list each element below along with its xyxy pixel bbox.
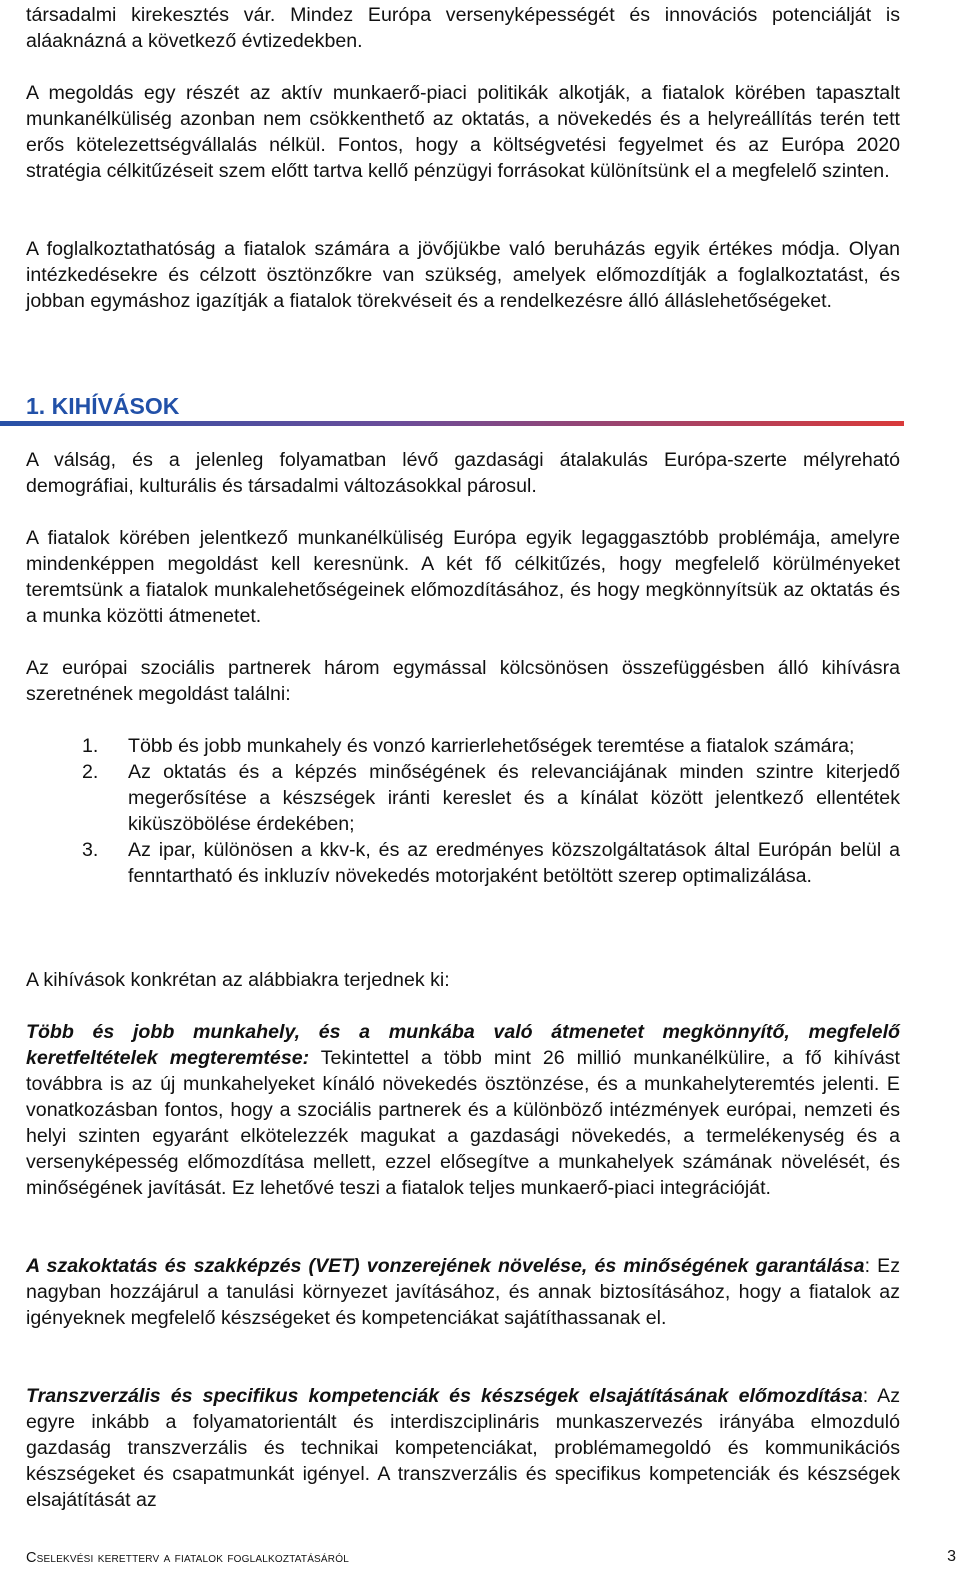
page-number: 3 <box>947 1548 956 1565</box>
list-item-number: 2. <box>82 761 99 783</box>
section-number: 1. <box>26 393 46 419</box>
challenge-competences <box>26 1383 900 1513</box>
paragraph-unemployment: A fiatalok körében jelentkező munkanélküliség Európa egyik legaggasztóbb problémája, amelyre mindenképpen megoldást kell keresnünk. A két fő célkitűzés, hogy megfelelő körülményeket teremtsünk a fiatalok munkalehetőségeinek előmozdításához, és hogy megkönnyítsük az oktatás és a munka közötti átmenetet. <box>26 527 900 627</box>
footer-title: Cselekvési keretterv a fiatalok foglalkoztatásáról <box>26 1550 349 1566</box>
section-divider <box>0 421 904 426</box>
paragraph-social-partners: Az európai szociális partnerek három egymással kölcsönösen összefüggésben álló kihívásra szeretnének megoldást találni: <box>26 657 900 705</box>
challenges-numbered-list <box>26 733 900 889</box>
challenge-vet <box>26 1253 900 1331</box>
challenge-jobs <box>26 1019 900 1201</box>
list-item <box>26 837 900 889</box>
list-item <box>26 759 900 837</box>
challenge-competences-title: Transzverzális és specifikus kompetenciák és készségek elsajátításának előmozdítása <box>26 1385 863 1407</box>
challenge-vet-text: : Ez nagyban hozzájárul a tanulási környezet javításához, és annak biztosításához, hogy a fiatalok az igényeknek megfelelő készségeket és kompetenciákat sajátíthassanak el. <box>26 1255 901 1329</box>
list-item-text: Több és jobb munkahely és vonzó karrierlehetőségek teremtése a fiatalok számára; <box>128 735 855 757</box>
paragraph-employability: A foglalkoztathatóság a fiatalok számára a jövőjükbe való beruházás egyik értékes módja. Olyan intézkedésekre és célzott ösztönzőkre van szükség, amelyek előmozdítják a foglalkoztatást, és jobban egymáshoz igazítják a fiatalok törekvéseit és a rendelkezésre álló álláslehetőségeket. <box>26 238 900 312</box>
list-item-text: Az ipar, különösen a kkv-k, és az eredményes közszolgáltatások által Európán belül a fenntartható és inkluzív növekedés motorjaként betöltött szerep optimalizálása. <box>128 839 900 887</box>
paragraph-crisis: A válság, és a jelenleg folyamatban lévő gazdasági átalakulás Európa-szerte mélyreható demográfiai, kulturális és társadalmi változásokkal párosul. <box>26 449 900 497</box>
challenge-competences-text: : Az egyre inkább a folyamatorientált és interdiszciplináris munkaszervezés irányába elmozduló gazdaság transzverzális és technikai kompetenciákat, problémamegoldó és kommunikációs készségeket és csapatmunkát igényel. A transzverzális és specifikus kompetenciák és készségek elsajátítását az <box>26 1385 900 1511</box>
section-title: KIHÍVÁSOK <box>51 393 180 419</box>
list-item-text: Az oktatás és a képzés minőségének és relevanciájának minden szintre kiterjedő megerősítése a készségek iránti kereslet és a kínálat között jelentkező ellentétek kiküszöbölése érdekében; <box>128 761 900 835</box>
page-footer <box>26 1548 956 1568</box>
paragraph-solution: A megoldás egy részét az aktív munkaerő-piaci politikák alkotják, a fiatalok körében tapasztalt munkanélküliség azonban nem csökkenthető az oktatás, a növekedés és a helyreállítás terén tett erős kötelezettségvállalás nélkül. Fontos, hogy a költségvetési fegyelmet és az Európa 2020 stratégia célkitűzéseit szem előtt tartva kellő pénzügyi forrásokat különítsünk el a megfelelő szinten. <box>26 82 900 182</box>
list-item-number: 3. <box>82 839 99 861</box>
challenge-jobs-text: Tekintettel a több mint 26 millió munkanélkülire, a fő kihívást továbbra is az új munkahelyeket kínáló növekedés ösztönzése, és a munkahelyteremtés jelenti. E vonatkozásban fontos, hogy a szociális partnerek és a különböző intézmények európai, nemzeti és helyi szinten egyaránt elkötelezzék magukat a gazdasági növekedés, a termelékenység és a versenyképesség előmozdítása mellett, ezzel elősegítve a munkahelyek számának növelését, és minőségének javítását. Ez lehetővé teszi a fiatalok teljes munkaerő-piaci integrációját. <box>26 1047 900 1199</box>
challenge-vet-title: A szakoktatás és szakképzés (VET) vonzerejének növelése, és minőségének garantálása <box>26 1255 865 1277</box>
challenge-jobs-title: Több és jobb munkahely, és a munkába való átmenetet megkönnyítő, megfelelő keretfeltételek megteremtése: <box>26 1021 900 1069</box>
list-item-number: 1. <box>82 735 99 757</box>
section-heading <box>26 392 179 420</box>
paragraph-continuation: társadalmi kirekesztés vár. Mindez Európa versenyképességét és innovációs potenciálját is aláaknázná a következő évtizedekben. <box>26 4 900 52</box>
list-item <box>26 733 900 759</box>
paragraph-challenges-intro: A kihívások konkrétan az alábbiakra terjednek ki: <box>26 969 450 991</box>
